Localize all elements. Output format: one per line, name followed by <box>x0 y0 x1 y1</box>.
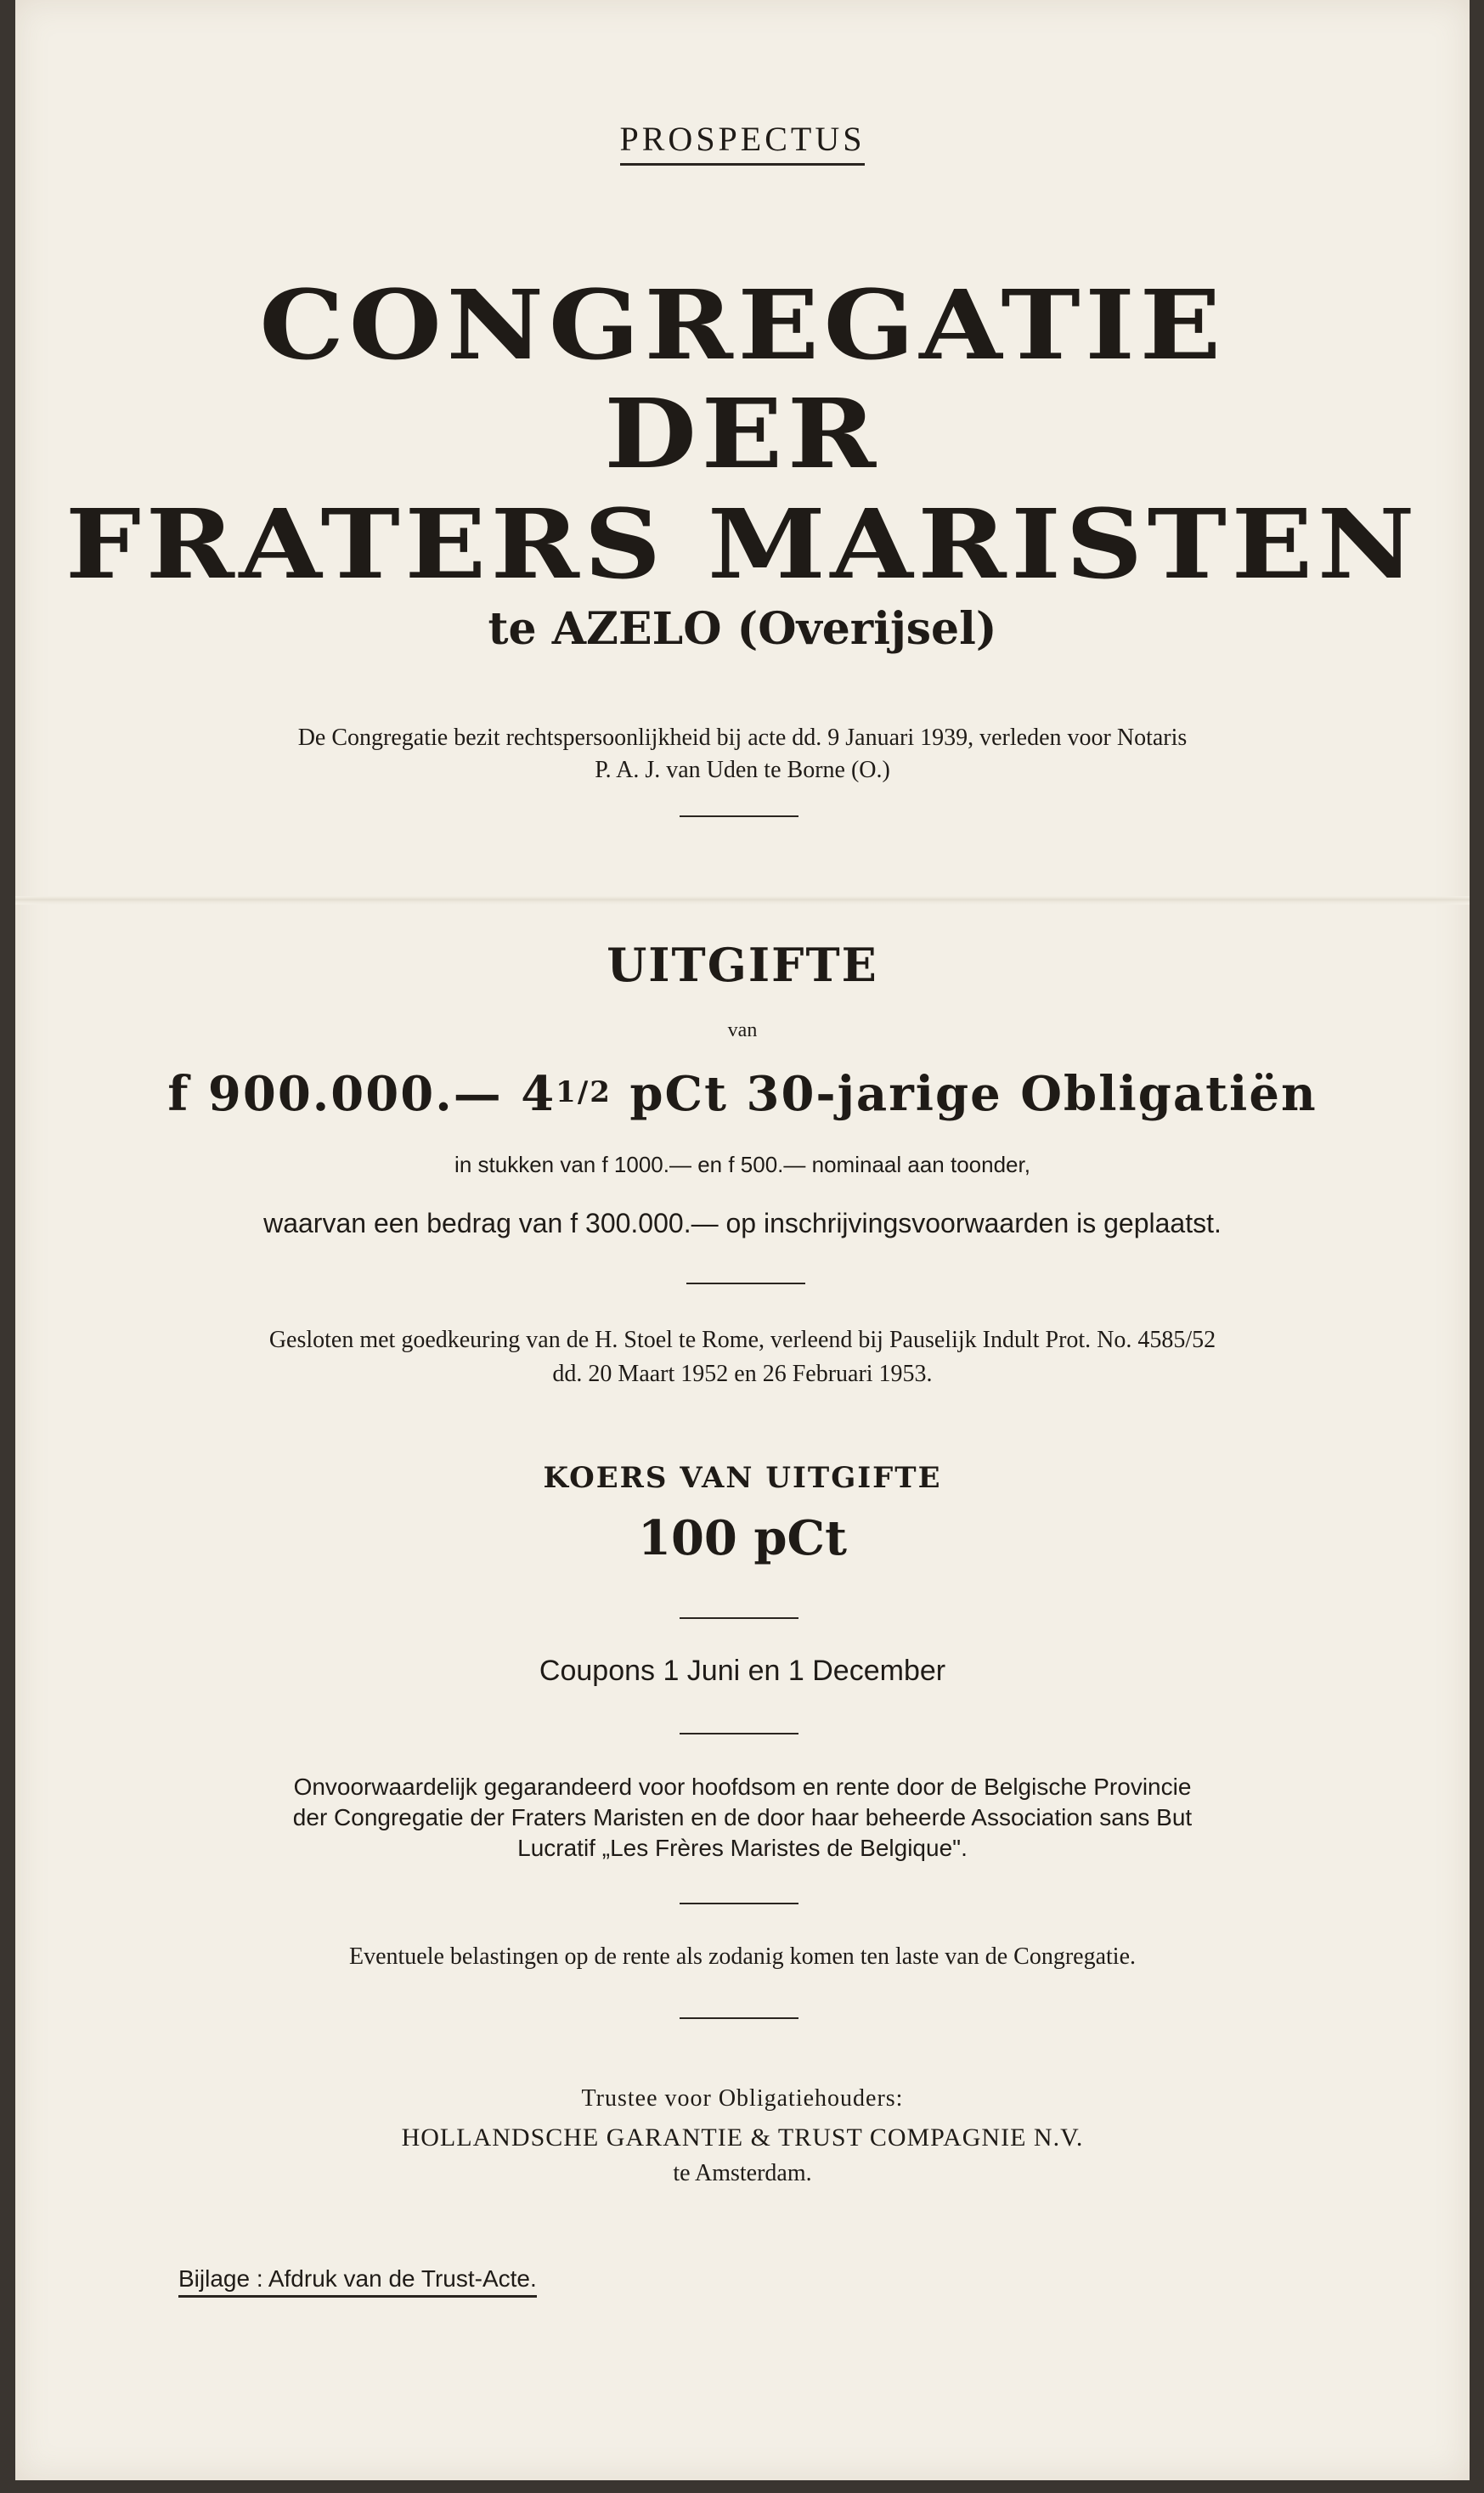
rate-value: 100 pCt <box>638 1510 847 1566</box>
title-line-3: FRATERS MARISTEN <box>65 489 1420 601</box>
divider-2 <box>686 1283 805 1284</box>
approval-line-2: dd. 20 Maart 1952 en 26 Februari 1953. <box>552 1361 933 1387</box>
divider-4 <box>680 1733 798 1734</box>
issue-amount: f 900.000.— 41/2 pCt 30-jarige Obligatiën <box>167 1066 1318 1122</box>
trustee-place: te Amsterdam. <box>673 2160 812 2186</box>
paper-fold <box>15 896 1470 905</box>
trustee-name: HOLLANDSCHE GARANTIE & TRUST COMPAGNIE N.V. <box>401 2124 1084 2152</box>
denominations: in stukken van f 1000.— en f 500.— nominaal aan toonder, <box>454 1152 1030 1177</box>
amount-fraction: 1/2 <box>556 1075 612 1109</box>
guarantee-line-2: der Congregatie der Fraters Maristen en de door haar beheerde Association sans But <box>292 1804 1193 1830</box>
issue-of: van <box>727 1019 758 1041</box>
coupon-dates: Coupons 1 Juni en 1 December <box>539 1655 946 1687</box>
legal-notice <box>185 722 1300 787</box>
divider-3 <box>680 1617 798 1619</box>
legal-line-1: De Congregatie bezit rechtspersoonlijkheid bij acte dd. 9 Januari 1939, verleden voor Notaris <box>297 725 1188 751</box>
title-line-1: CONGREGATIE <box>259 270 1226 381</box>
approval-line-1: Gesloten met goedkeuring van de H. Stoel te Rome, verleend bij Pauselijk Indult Prot. No. 4585/52 <box>268 1327 1216 1353</box>
trustee-label: Trustee voor Obligatiehouders: <box>581 2085 904 2112</box>
issue-title: UITGIFTE <box>607 938 878 992</box>
placed-amount: waarvan een bedrag van f 300.000.— op inschrijvingsvoorwaarden is geplaatst. <box>263 1208 1222 1238</box>
place: te AZELO (Overijsel) <box>488 603 997 655</box>
document-heading: PROSPECTUS <box>15 119 1470 159</box>
rate-label: KOERS VAN UITGIFTE <box>543 1461 942 1495</box>
title-line-2: DER <box>604 379 881 490</box>
divider-6 <box>680 2017 798 2019</box>
divider-5 <box>680 1903 798 1904</box>
guarantee-notice <box>185 1772 1300 1864</box>
taxes-notice: Eventuele belastingen op de rente als zodanig komen ten laste van de Congregatie. <box>348 1943 1136 1970</box>
prospectus-sheet <box>15 0 1470 2480</box>
legal-line-2: P. A. J. van Uden te Borne (O.) <box>595 757 890 783</box>
approval-notice <box>185 1323 1300 1391</box>
guarantee-line-1: Onvoorwaardelijk gegarandeerd voor hoofdsom en rente door de Belgische Provincie <box>293 1774 1192 1800</box>
guarantee-line-3: Lucratif „Les Frères Maristes de Belgique". <box>517 1835 968 1861</box>
attachment-note: Bijlage : Afdruk van de Trust-Acte. <box>178 2265 537 2293</box>
divider-1 <box>680 815 798 817</box>
